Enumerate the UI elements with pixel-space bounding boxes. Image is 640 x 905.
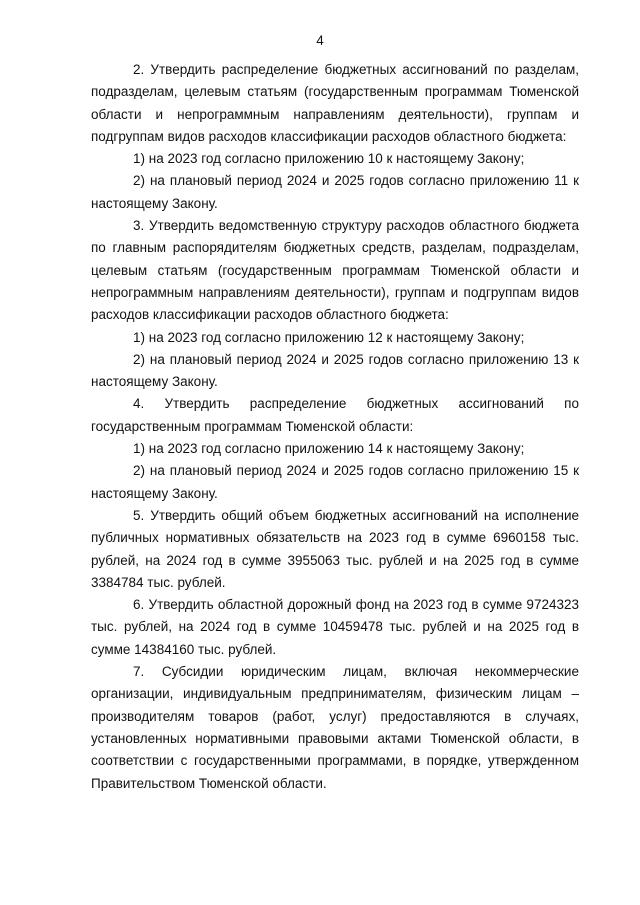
paragraph-item-6: 6. Утвердить областной дорожный фонд на 2023 год в сумме 9724323 тыс. рублей, на 2024 год в сумме 10459478 тыс. рублей и на 2025 год в сумме 14384160 тыс. рублей. xyxy=(91,597,579,657)
subparagraph-2-2: 2) на плановый период 2024 и 2025 годов согласно приложению 11 к настоящему Закону. xyxy=(91,173,579,211)
paragraph-item-2: 2. Утвердить распределение бюджетных ассигнований по разделам, подразделам, целевым статьям (государственным программам Тюменской области и непрограммным направлениям деятельности), группам и подгруппам видов расходов классификации расходов областного бюджета: xyxy=(91,62,579,144)
subparagraph-4-1: 1) на 2023 год согласно приложению 14 к настоящему Закону; xyxy=(133,441,525,457)
paragraph-item-7: 7. Субсидии юридическим лицам, включая некоммерческие организации, индивидуальным предпринимателям, физическим лицам – производителям товаров (работ, услуг) предоставляются в случаях, установленных нормативными правовыми актами Тюменской области, в соответствии с государственными программами, в порядке, утвержденном Правительством Тюменской области. xyxy=(91,664,579,791)
page-number: 4 xyxy=(316,33,324,48)
paragraph-item-4: 4. Утвердить распределение бюджетных ассигнований по государственным программам Тюменской области: xyxy=(91,396,579,434)
subparagraph-4-2: 2) на плановый период 2024 и 2025 годов согласно приложению 15 к настоящему Закону. xyxy=(91,463,579,501)
document-body xyxy=(91,59,579,795)
subparagraph-2-1: 1) на 2023 год согласно приложению 10 к настоящему Закону; xyxy=(133,151,525,167)
subparagraph-3-2: 2) на плановый период 2024 и 2025 годов согласно приложению 13 к настоящему Закону. xyxy=(91,351,579,390)
paragraph-item-5: 5. Утвердить общий объем бюджетных ассигнований на исполнение публичных нормативных обязательств на 2023 год в сумме 6960158 тыс. рублей, на 2024 год в сумме 3955063 тыс. рублей и на 2025 год в сумме 3384784 тыс. рублей. xyxy=(91,507,579,590)
subparagraph-3-1: 1) на 2023 год согласно приложению 12 к настоящему Закону; xyxy=(133,329,525,345)
paragraph-item-3: 3. Утвердить ведомственную структуру расходов областного бюджета по главным распорядителям бюджетных средств, разделам, подразделам, целевым статьям (государственным программам Тюменской области и непрограммным направлениям деятельности), группам и подгруппам видов расходов классификации расходов областного бюджета: xyxy=(91,218,579,323)
